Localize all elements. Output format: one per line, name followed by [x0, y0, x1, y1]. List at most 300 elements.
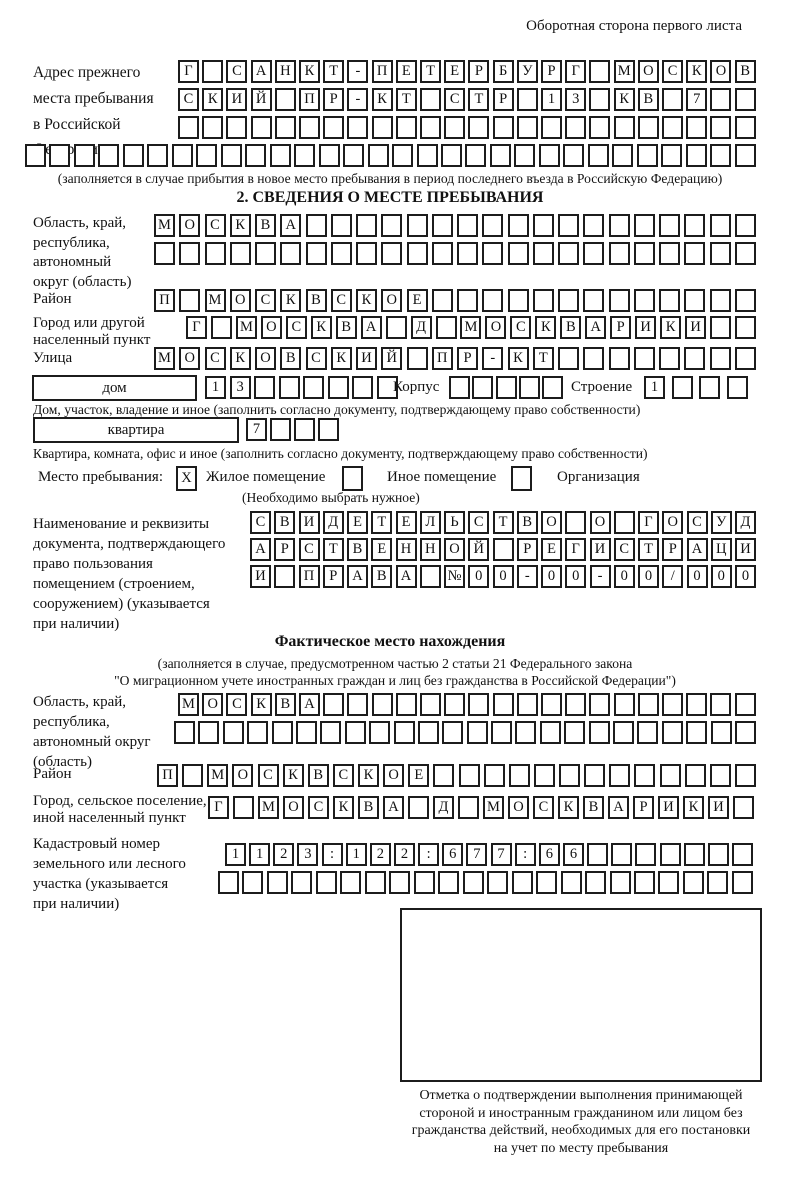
char-cell[interactable]: Г — [638, 511, 659, 534]
char-cell[interactable] — [541, 693, 562, 716]
char-cell[interactable]: К — [558, 796, 579, 819]
char-cell[interactable] — [710, 316, 731, 339]
char-cell[interactable] — [672, 376, 693, 399]
char-cell[interactable]: Г — [208, 796, 229, 819]
char-cell[interactable]: К — [372, 88, 393, 111]
char-cell[interactable]: К — [660, 316, 681, 339]
char-cell[interactable]: П — [299, 88, 320, 111]
char-cell[interactable]: Р — [610, 316, 631, 339]
char-cell[interactable]: 7 — [246, 418, 267, 441]
char-cell[interactable] — [323, 693, 344, 716]
char-cell[interactable]: П — [299, 565, 320, 588]
char-cell[interactable]: В — [560, 316, 581, 339]
char-cell[interactable] — [198, 721, 219, 744]
char-cell[interactable] — [533, 242, 554, 265]
char-cell[interactable] — [272, 721, 293, 744]
char-cell[interactable] — [609, 214, 630, 237]
char-cell[interactable]: К — [683, 796, 704, 819]
house-number-row[interactable] — [205, 376, 398, 399]
char-cell[interactable] — [247, 721, 268, 744]
char-cell[interactable] — [609, 347, 630, 370]
char-cell[interactable] — [686, 721, 707, 744]
char-cell[interactable]: С — [614, 538, 635, 561]
char-cell[interactable] — [509, 764, 530, 787]
char-cell[interactable] — [658, 871, 679, 894]
char-cell[interactable]: Д — [411, 316, 432, 339]
char-cell[interactable]: О — [638, 60, 659, 83]
char-cell[interactable] — [661, 144, 682, 167]
char-cell[interactable]: И — [250, 565, 271, 588]
char-cell[interactable]: О — [255, 347, 276, 370]
char-cell[interactable]: К — [299, 60, 320, 83]
char-cell[interactable]: Ь — [444, 511, 465, 534]
char-cell[interactable]: Г — [186, 316, 207, 339]
char-cell[interactable] — [392, 144, 413, 167]
char-cell[interactable] — [588, 144, 609, 167]
char-cell[interactable]: И — [299, 511, 320, 534]
prev-address-row-3[interactable] — [178, 116, 756, 139]
char-cell[interactable] — [517, 693, 538, 716]
char-cell[interactable] — [270, 418, 291, 441]
char-cell[interactable]: 0 — [735, 565, 756, 588]
char-cell[interactable] — [735, 88, 756, 111]
char-cell[interactable]: Е — [371, 538, 392, 561]
char-cell[interactable]: Й — [251, 88, 272, 111]
char-cell[interactable]: М — [258, 796, 279, 819]
char-cell[interactable] — [659, 347, 680, 370]
char-cell[interactable] — [178, 116, 199, 139]
char-cell[interactable]: О — [508, 796, 529, 819]
char-cell[interactable]: П — [372, 60, 393, 83]
char-cell[interactable]: О — [232, 764, 253, 787]
char-cell[interactable] — [74, 144, 95, 167]
char-cell[interactable] — [638, 116, 659, 139]
char-cell[interactable]: Т — [638, 538, 659, 561]
char-cell[interactable] — [98, 144, 119, 167]
char-cell[interactable] — [589, 693, 610, 716]
char-cell[interactable] — [614, 693, 635, 716]
char-cell[interactable]: Т — [533, 347, 554, 370]
char-cell[interactable]: О — [590, 511, 611, 534]
char-cell[interactable] — [320, 721, 341, 744]
char-cell[interactable]: Д — [433, 796, 454, 819]
char-cell[interactable]: В — [638, 88, 659, 111]
char-cell[interactable] — [294, 144, 315, 167]
char-cell[interactable] — [245, 144, 266, 167]
char-cell[interactable] — [711, 721, 732, 744]
korpus-row[interactable] — [449, 376, 563, 399]
char-cell[interactable] — [331, 242, 352, 265]
char-cell[interactable] — [182, 764, 203, 787]
char-cell[interactable]: М — [154, 347, 175, 370]
char-cell[interactable] — [563, 144, 584, 167]
char-cell[interactable]: 7 — [491, 843, 512, 866]
char-cell[interactable]: Б — [493, 60, 514, 83]
char-cell[interactable] — [659, 214, 680, 237]
char-cell[interactable]: 0 — [614, 565, 635, 588]
char-cell[interactable] — [318, 418, 339, 441]
char-cell[interactable] — [230, 242, 251, 265]
char-cell[interactable] — [735, 721, 756, 744]
char-cell[interactable]: 3 — [230, 376, 251, 399]
char-cell[interactable] — [710, 116, 731, 139]
char-cell[interactable] — [221, 144, 242, 167]
char-cell[interactable] — [205, 242, 226, 265]
char-cell[interactable]: С — [468, 511, 489, 534]
char-cell[interactable] — [733, 796, 754, 819]
char-cell[interactable] — [519, 376, 540, 399]
char-cell[interactable] — [458, 796, 479, 819]
char-cell[interactable] — [179, 242, 200, 265]
char-cell[interactable] — [735, 289, 756, 312]
char-cell[interactable] — [735, 316, 756, 339]
actual-district-row[interactable] — [157, 764, 756, 787]
char-cell[interactable]: В — [336, 316, 357, 339]
char-cell[interactable] — [635, 843, 656, 866]
char-cell[interactable]: 1 — [541, 88, 562, 111]
char-cell[interactable]: С — [533, 796, 554, 819]
char-cell[interactable]: С — [662, 60, 683, 83]
char-cell[interactable]: С — [255, 289, 276, 312]
char-cell[interactable] — [685, 764, 706, 787]
char-cell[interactable] — [634, 242, 655, 265]
char-cell[interactable] — [583, 242, 604, 265]
cadastral-row-1[interactable] — [225, 843, 753, 866]
checkbox-organization[interactable] — [511, 466, 532, 491]
char-cell[interactable]: И — [708, 796, 729, 819]
char-cell[interactable]: А — [383, 796, 404, 819]
char-cell[interactable]: 1 — [346, 843, 367, 866]
char-cell[interactable] — [558, 347, 579, 370]
char-cell[interactable]: 2 — [394, 843, 415, 866]
char-cell[interactable]: Н — [275, 60, 296, 83]
char-cell[interactable] — [684, 242, 705, 265]
char-cell[interactable] — [299, 116, 320, 139]
prev-address-row-2[interactable] — [178, 88, 756, 111]
char-cell[interactable] — [449, 376, 470, 399]
char-cell[interactable] — [659, 289, 680, 312]
char-cell[interactable] — [727, 376, 748, 399]
char-cell[interactable] — [408, 796, 429, 819]
char-cell[interactable] — [583, 214, 604, 237]
char-cell[interactable] — [420, 565, 441, 588]
char-cell[interactable] — [303, 376, 324, 399]
char-cell[interactable]: И — [685, 316, 706, 339]
char-cell[interactable]: У — [711, 511, 732, 534]
char-cell[interactable] — [637, 721, 658, 744]
char-cell[interactable] — [534, 764, 555, 787]
char-cell[interactable] — [533, 214, 554, 237]
char-cell[interactable]: Н — [420, 538, 441, 561]
char-cell[interactable] — [684, 843, 705, 866]
char-cell[interactable]: М — [236, 316, 257, 339]
char-cell[interactable]: К — [333, 796, 354, 819]
char-cell[interactable] — [49, 144, 70, 167]
char-cell[interactable] — [610, 871, 631, 894]
char-cell[interactable] — [735, 242, 756, 265]
char-cell[interactable] — [565, 116, 586, 139]
char-cell[interactable]: О — [179, 214, 200, 237]
char-cell[interactable] — [638, 693, 659, 716]
char-cell[interactable] — [735, 116, 756, 139]
actual-region-row-2[interactable] — [174, 721, 756, 744]
char-cell[interactable] — [614, 511, 635, 534]
char-cell[interactable]: К — [230, 347, 251, 370]
region-row-2[interactable] — [154, 242, 756, 265]
char-cell[interactable]: Е — [407, 289, 428, 312]
char-cell[interactable]: С — [205, 347, 226, 370]
char-cell[interactable] — [514, 144, 535, 167]
char-cell[interactable] — [684, 289, 705, 312]
char-cell[interactable]: А — [347, 565, 368, 588]
char-cell[interactable] — [558, 214, 579, 237]
char-cell[interactable]: А — [251, 60, 272, 83]
char-cell[interactable]: А — [280, 214, 301, 237]
char-cell[interactable]: / — [662, 565, 683, 588]
char-cell[interactable]: К — [508, 347, 529, 370]
char-cell[interactable] — [468, 116, 489, 139]
char-cell[interactable] — [482, 242, 503, 265]
char-cell[interactable]: С — [250, 511, 271, 534]
actual-city-row[interactable] — [208, 796, 754, 819]
char-cell[interactable]: 0 — [541, 565, 562, 588]
char-cell[interactable] — [389, 871, 410, 894]
char-cell[interactable]: Т — [371, 511, 392, 534]
char-cell[interactable]: С — [444, 88, 465, 111]
char-cell[interactable]: М — [205, 289, 226, 312]
char-cell[interactable]: А — [361, 316, 382, 339]
char-cell[interactable] — [407, 347, 428, 370]
char-cell[interactable] — [493, 538, 514, 561]
char-cell[interactable] — [432, 242, 453, 265]
char-cell[interactable] — [634, 347, 655, 370]
char-cell[interactable] — [294, 418, 315, 441]
char-cell[interactable] — [659, 242, 680, 265]
char-cell[interactable] — [202, 116, 223, 139]
char-cell[interactable]: М — [460, 316, 481, 339]
char-cell[interactable] — [589, 721, 610, 744]
region-row-1[interactable] — [154, 214, 756, 237]
char-cell[interactable] — [515, 721, 536, 744]
char-cell[interactable]: С — [258, 764, 279, 787]
char-cell[interactable] — [147, 144, 168, 167]
char-cell[interactable] — [491, 721, 512, 744]
checkbox-other-premises[interactable] — [342, 466, 363, 491]
char-cell[interactable] — [735, 764, 756, 787]
char-cell[interactable] — [372, 693, 393, 716]
char-cell[interactable] — [280, 242, 301, 265]
char-cell[interactable] — [179, 289, 200, 312]
char-cell[interactable]: В — [274, 511, 295, 534]
char-cell[interactable] — [584, 764, 605, 787]
char-cell[interactable] — [226, 116, 247, 139]
char-cell[interactable] — [441, 144, 462, 167]
char-cell[interactable]: Й — [381, 347, 402, 370]
char-cell[interactable] — [589, 88, 610, 111]
char-cell[interactable] — [583, 289, 604, 312]
char-cell[interactable]: Р — [468, 60, 489, 83]
char-cell[interactable]: В — [255, 214, 276, 237]
char-cell[interactable]: К — [280, 289, 301, 312]
char-cell[interactable]: 3 — [565, 88, 586, 111]
char-cell[interactable] — [442, 721, 463, 744]
char-cell[interactable]: П — [432, 347, 453, 370]
char-cell[interactable]: О — [485, 316, 506, 339]
char-cell[interactable]: В — [347, 538, 368, 561]
char-cell[interactable]: О — [230, 289, 251, 312]
char-cell[interactable]: В — [306, 289, 327, 312]
char-cell[interactable] — [418, 721, 439, 744]
char-cell[interactable]: В — [280, 347, 301, 370]
char-cell[interactable] — [710, 242, 731, 265]
char-cell[interactable]: : — [418, 843, 439, 866]
char-cell[interactable]: С — [226, 60, 247, 83]
char-cell[interactable]: Т — [468, 88, 489, 111]
char-cell[interactable] — [684, 214, 705, 237]
char-cell[interactable] — [561, 871, 582, 894]
prev-address-row-4[interactable] — [25, 144, 756, 167]
char-cell[interactable]: М — [178, 693, 199, 716]
char-cell[interactable]: М — [154, 214, 175, 237]
char-cell[interactable] — [611, 843, 632, 866]
char-cell[interactable] — [614, 116, 635, 139]
char-cell[interactable] — [662, 116, 683, 139]
char-cell[interactable]: А — [250, 538, 271, 561]
char-cell[interactable] — [710, 347, 731, 370]
char-cell[interactable]: Л — [420, 511, 441, 534]
char-cell[interactable] — [541, 116, 562, 139]
char-cell[interactable]: А — [585, 316, 606, 339]
char-cell[interactable] — [316, 871, 337, 894]
char-cell[interactable] — [735, 144, 756, 167]
char-cell[interactable] — [270, 144, 291, 167]
char-cell[interactable]: М — [207, 764, 228, 787]
char-cell[interactable] — [372, 116, 393, 139]
char-cell[interactable] — [558, 242, 579, 265]
char-cell[interactable]: Т — [323, 60, 344, 83]
char-cell[interactable]: К — [202, 88, 223, 111]
char-cell[interactable]: 1 — [205, 376, 226, 399]
char-cell[interactable] — [345, 721, 366, 744]
char-cell[interactable] — [493, 116, 514, 139]
char-cell[interactable] — [291, 871, 312, 894]
char-cell[interactable]: В — [735, 60, 756, 83]
char-cell[interactable]: И — [635, 316, 656, 339]
char-cell[interactable] — [274, 565, 295, 588]
char-cell[interactable]: И — [356, 347, 377, 370]
char-cell[interactable]: Е — [444, 60, 465, 83]
char-cell[interactable] — [634, 871, 655, 894]
char-cell[interactable] — [172, 144, 193, 167]
char-cell[interactable]: А — [687, 538, 708, 561]
document-row-3[interactable] — [250, 565, 756, 588]
char-cell[interactable]: М — [483, 796, 504, 819]
char-cell[interactable] — [662, 88, 683, 111]
char-cell[interactable] — [508, 289, 529, 312]
char-cell[interactable] — [340, 871, 361, 894]
char-cell[interactable]: С — [331, 289, 352, 312]
char-cell[interactable] — [564, 721, 585, 744]
char-cell[interactable] — [686, 693, 707, 716]
char-cell[interactable]: 0 — [565, 565, 586, 588]
char-cell[interactable]: - — [517, 565, 538, 588]
char-cell[interactable] — [490, 144, 511, 167]
char-cell[interactable] — [438, 871, 459, 894]
char-cell[interactable]: Т — [493, 511, 514, 534]
char-cell[interactable]: 6 — [442, 843, 463, 866]
char-cell[interactable]: В — [517, 511, 538, 534]
char-cell[interactable] — [662, 721, 683, 744]
char-cell[interactable] — [583, 347, 604, 370]
char-cell[interactable] — [381, 242, 402, 265]
char-cell[interactable] — [306, 242, 327, 265]
char-cell[interactable]: У — [517, 60, 538, 83]
apartment-box[interactable]: квартира — [33, 417, 239, 443]
char-cell[interactable] — [420, 693, 441, 716]
checkbox-residential[interactable] — [176, 466, 197, 491]
char-cell[interactable]: Е — [347, 511, 368, 534]
char-cell[interactable] — [612, 144, 633, 167]
char-cell[interactable] — [465, 144, 486, 167]
char-cell[interactable] — [365, 871, 386, 894]
char-cell[interactable] — [735, 347, 756, 370]
char-cell[interactable] — [699, 376, 720, 399]
char-cell[interactable]: 6 — [539, 843, 560, 866]
char-cell[interactable]: С — [510, 316, 531, 339]
house-box[interactable]: дом — [32, 375, 197, 401]
char-cell[interactable] — [634, 289, 655, 312]
char-cell[interactable] — [396, 116, 417, 139]
char-cell[interactable]: А — [396, 565, 417, 588]
char-cell[interactable]: С — [333, 764, 354, 787]
char-cell[interactable] — [223, 721, 244, 744]
char-cell[interactable]: Р — [517, 538, 538, 561]
char-cell[interactable] — [331, 214, 352, 237]
char-cell[interactable] — [123, 144, 144, 167]
char-cell[interactable] — [732, 871, 753, 894]
char-cell[interactable]: О — [662, 511, 683, 534]
char-cell[interactable]: С — [687, 511, 708, 534]
char-cell[interactable] — [508, 214, 529, 237]
char-cell[interactable]: К — [283, 764, 304, 787]
char-cell[interactable]: О — [179, 347, 200, 370]
char-cell[interactable] — [565, 511, 586, 534]
char-cell[interactable]: К — [356, 289, 377, 312]
char-cell[interactable]: : — [515, 843, 536, 866]
char-cell[interactable] — [686, 116, 707, 139]
char-cell[interactable] — [539, 144, 560, 167]
char-cell[interactable] — [433, 764, 454, 787]
city-row[interactable] — [186, 316, 756, 339]
char-cell[interactable]: Р — [274, 538, 295, 561]
char-cell[interactable]: Н — [396, 538, 417, 561]
char-cell[interactable] — [457, 214, 478, 237]
char-cell[interactable] — [683, 871, 704, 894]
char-cell[interactable] — [660, 843, 681, 866]
char-cell[interactable]: С — [226, 693, 247, 716]
char-cell[interactable] — [708, 843, 729, 866]
char-cell[interactable]: 1 — [225, 843, 246, 866]
char-cell[interactable] — [662, 693, 683, 716]
char-cell[interactable]: Р — [633, 796, 654, 819]
char-cell[interactable] — [356, 214, 377, 237]
char-cell[interactable] — [634, 214, 655, 237]
char-cell[interactable]: К — [358, 764, 379, 787]
char-cell[interactable] — [710, 693, 731, 716]
char-cell[interactable]: Р — [457, 347, 478, 370]
char-cell[interactable]: В — [583, 796, 604, 819]
char-cell[interactable]: 7 — [466, 843, 487, 866]
